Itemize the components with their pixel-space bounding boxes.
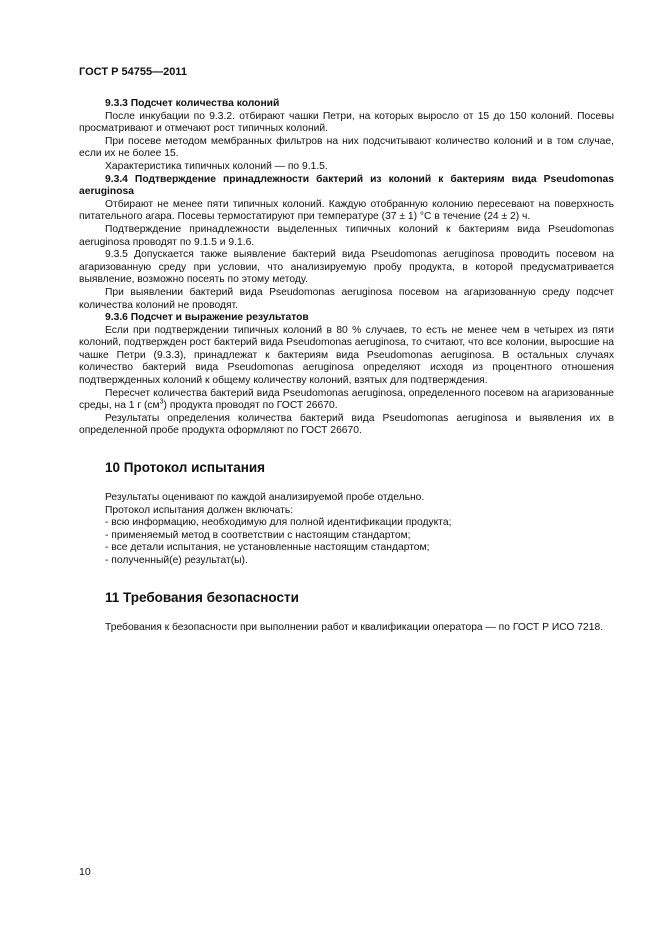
section-11-title: 11 Требования безопасности [105, 589, 299, 605]
paragraph: При посеве методом мембранных фильтров на них подсчитывают количество колоний и в том случае, если их не более 15. [79, 135, 614, 160]
section-9-3-5-paragraph: 9.3.5 Допускается также выявление бактерий вида Pseudomonas aeruginosa проводить посевом на агаризованную среду при условии, что анализируемую пробу продукта, в которой предусматривается выявление, возможно посеять по этому методу. [79, 249, 614, 286]
paragraph: Результаты оценивают по каждой анализируемой пробе отдельно. [105, 492, 425, 504]
list-item: - применяемый метод в соответствии с настоящим стандартом; [105, 529, 411, 541]
paragraph: Характеристика типичных колоний — по 9.1.5. [105, 160, 328, 172]
paragraph: После инкубации по 9.3.2. отбирают чашки Петри, на которых выросло от 15 до 150 колоний. Посевы просматривают и отмечают рост типичных колоний. [79, 110, 614, 135]
section-10-title: 10 Протокол испытания [105, 460, 266, 476]
list-item: - все детали испытания, не установленные настоящим стандартом; [105, 542, 430, 554]
paragraph: Отбирают не менее пяти типичных колоний. Каждую отобранную колонию пересевают на поверхность питательного агара. Посевы термостатируют при температуре (37 ± 1) °С в течение (24 ± 2) ч. [79, 198, 614, 223]
document-body [79, 98, 614, 634]
paragraph: Требования к безопасности при выполнении работ и квалификации оператора — по ГОСТ Р ИСО 7218. [105, 621, 604, 633]
list-item: - всю информацию, необходимую для полной идентификации продукта; [105, 517, 452, 529]
paragraph: Если при подтверждении типичных колоний в 80 % случаев, то есть не менее чем в четырех из пяти колоний, подтвержден рост бактерий вида Pseudomonas aeruginosa, то считают, что все колонии, выросшие на чашке Петри (9.3.3), принадлежат к бактериям вида Pseudomonas aeruginosa. В остальных случаях количество бактерий вида Pseudomonas aeruginosa определяют исходя из процентного отношения подтвержденных колоний к общему количеству колоний, взятых для подтверждения. [79, 324, 614, 387]
text-run: Пересчет количества бактерий вида Pseudomonas aeruginosa, определенного посевом на агаризованные среды, на 1 г (см [79, 387, 614, 412]
paragraph [79, 388, 614, 413]
section-9-3-3-title: 9.3.3 Подсчет количества колоний [105, 98, 280, 109]
list-item: - полученный(е) результат(ы). [105, 555, 248, 566]
paragraph: При выявлении бактерий вида Pseudomonas aeruginosa посевом на агаризованную среду подсчет количества колоний не проводят. [79, 286, 614, 311]
document-header: ГОСТ Р 54755—2011 [79, 66, 187, 78]
page-number: 10 [79, 866, 91, 878]
text-run: ) продукта проводят по ГОСТ 26670. [163, 400, 338, 412]
section-9-3-6-title: 9.3.6 Подсчет и выражение результатов [105, 312, 309, 324]
superscript: 3 [159, 398, 164, 406]
paragraph: Протокол испытания должен включать: [105, 504, 294, 516]
paragraph: Результаты определения количества бактерий вида Pseudomonas aeruginosa и выявления их в определенной пробе продукта оформляют по ГОСТ 26670. [79, 412, 614, 437]
paragraph: Подтверждение принадлежности выделенных типичных колоний к бактериям вида Pseudomonas aeruginosa проводят по 9.1.5 и 9.1.6. [79, 223, 614, 248]
section-9-3-4-title: 9.3.4 Подтверждение принадлежности бактерий из колоний к бактериям вида Pseudomonas aeruginosa [79, 173, 614, 198]
